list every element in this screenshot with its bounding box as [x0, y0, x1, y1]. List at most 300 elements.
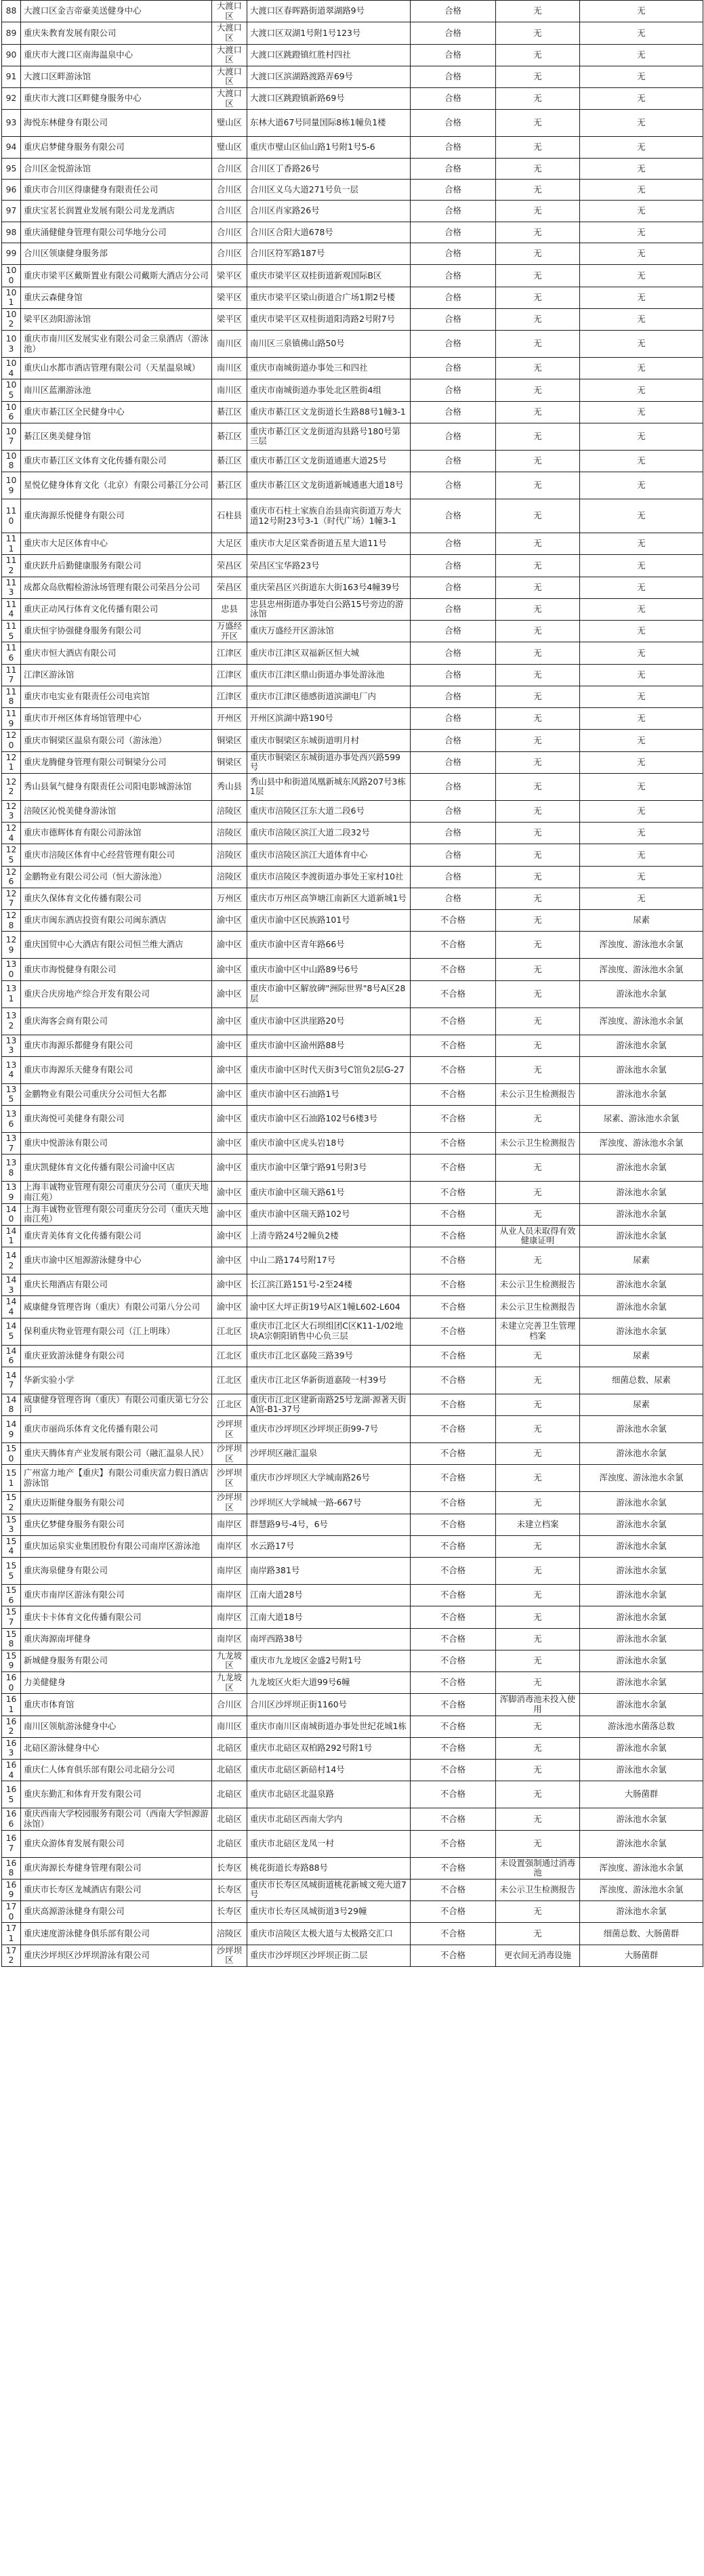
address-cell: 南坪西路38号: [247, 1628, 411, 1650]
row-number-cell: 157: [2, 1606, 21, 1628]
row-number-cell: 137: [2, 1133, 21, 1155]
address-cell: 重庆市江北区嘉陵三路39号: [247, 1345, 411, 1367]
issue-cell: 无: [496, 1737, 580, 1759]
failed-item-cell: 无: [580, 331, 703, 358]
row-number-cell: 168: [2, 1857, 21, 1879]
row-number-cell: 145: [2, 1318, 21, 1345]
result-cell: 合格: [411, 472, 496, 499]
address-cell: 九龙坡区火炬大道99号6幢: [247, 1672, 411, 1694]
table-row: [2, 472, 703, 499]
result-cell: 合格: [411, 222, 496, 243]
result-cell: 合格: [411, 555, 496, 577]
unit-name-cell: 重庆卡卡体育文化传播有限公司: [21, 1606, 212, 1628]
table-row: [2, 1367, 703, 1394]
unit-name-cell: 重庆市大渡口区畔健身服务中心: [21, 88, 212, 110]
address-cell: 重庆市长寿区凤城街道桃花新城文苑大道7号: [247, 1879, 411, 1900]
failed-item-cell: 游泳池水余氯: [580, 1514, 703, 1535]
address-cell: 重庆市铜梁区东城街道办事处西兴路599号: [247, 751, 411, 773]
address-cell: 南川区三泉镇佛山路50号: [247, 331, 411, 358]
result-cell: 合格: [411, 621, 496, 642]
unit-name-cell: 重庆速度游泳健身俱乐部有限公司: [21, 1923, 212, 1945]
address-cell: 重庆市江北区建新南路25号龙湖·源著天街A馆-B1-37号: [247, 1394, 411, 1415]
issue-cell: 无: [496, 423, 580, 450]
address-cell: 重庆市铜梁区东城街道明月村: [247, 730, 411, 751]
result-cell: 合格: [411, 751, 496, 773]
row-number-cell: 92: [2, 88, 21, 110]
result-cell: 不合格: [411, 1808, 496, 1830]
unit-name-cell: 重庆市丽尚乐体育文化传播有限公司: [21, 1416, 212, 1443]
result-cell: 合格: [411, 401, 496, 423]
unit-name-cell: 重庆市海源乐都健身有限公司: [21, 1035, 212, 1056]
address-cell: 重庆万盛经开区游泳馆: [247, 621, 411, 642]
issue-cell: 无: [496, 1394, 580, 1415]
result-cell: 不合格: [411, 1318, 496, 1345]
issue-cell: 无: [496, 1716, 580, 1737]
unit-name-cell: 重庆正动风行体育文化传播有限公司: [21, 598, 212, 620]
table-row: [2, 1035, 703, 1056]
result-cell: 不合格: [411, 1694, 496, 1716]
address-cell: 桃花街道长寿路88号: [247, 1857, 411, 1879]
address-cell: 重庆市沙坪坝区大学城南路26号: [247, 1465, 411, 1492]
failed-item-cell: 无: [580, 137, 703, 159]
issue-cell: 无: [496, 1056, 580, 1083]
failed-item-cell: 无: [580, 533, 703, 555]
district-cell: 合川区: [212, 1694, 247, 1716]
unit-name-cell: 重庆市德辉体育有限公司游泳馆: [21, 823, 212, 844]
unit-name-cell: 重庆合庆房地产综合开发有限公司: [21, 980, 212, 1007]
failed-item-cell: 游泳池水余氯: [580, 1083, 703, 1105]
table-row: [2, 1606, 703, 1628]
issue-cell: 无: [496, 287, 580, 308]
issue-cell: 无: [496, 932, 580, 959]
failed-item-cell: 尿素: [580, 1394, 703, 1415]
district-cell: 石柱县: [212, 499, 247, 533]
table-row: [2, 888, 703, 909]
issue-cell: 无: [496, 1106, 580, 1133]
issue-cell: 无: [496, 450, 580, 472]
result-cell: 不合格: [411, 1182, 496, 1203]
inspection-table-body: [2, 1, 703, 1967]
issue-cell: 无: [496, 1007, 580, 1035]
address-cell: 重庆市北碚区双柏路292号附1号: [247, 1737, 411, 1759]
row-number-cell: 106: [2, 401, 21, 423]
result-cell: 不合格: [411, 1585, 496, 1606]
row-number-cell: 130: [2, 959, 21, 980]
table-row: [2, 555, 703, 577]
row-number-cell: 169: [2, 1879, 21, 1900]
row-number-cell: 146: [2, 1345, 21, 1367]
result-cell: 合格: [411, 708, 496, 730]
result-cell: 合格: [411, 137, 496, 159]
table-row: [2, 243, 703, 265]
table-row: [2, 1465, 703, 1492]
table-row: [2, 137, 703, 159]
result-cell: 合格: [411, 866, 496, 888]
address-cell: 重庆荣昌区兴街道东大街163号4幢39号: [247, 577, 411, 598]
issue-cell: 未公示卫生检测报告: [496, 1274, 580, 1296]
district-cell: 南川区: [212, 331, 247, 358]
row-number-cell: 135: [2, 1083, 21, 1105]
table-row: [2, 401, 703, 423]
result-cell: 不合格: [411, 1558, 496, 1585]
issue-cell: 无: [496, 137, 580, 159]
table-row: [2, 1225, 703, 1247]
result-cell: 不合格: [411, 1628, 496, 1650]
row-number-cell: 98: [2, 222, 21, 243]
address-cell: 合川区义乌大道271号负一层: [247, 180, 411, 201]
issue-cell: 无: [496, 1535, 580, 1557]
issue-cell: 无: [496, 1923, 580, 1945]
district-cell: 江津区: [212, 686, 247, 707]
unit-name-cell: 重庆市南岸区游泳有限公司: [21, 1585, 212, 1606]
table-row: [2, 910, 703, 932]
issue-cell: 无: [496, 1760, 580, 1781]
row-number-cell: 120: [2, 730, 21, 751]
table-row: [2, 1247, 703, 1274]
issue-cell: 无: [496, 66, 580, 87]
issue-cell: 无: [496, 800, 580, 822]
issue-cell: 无: [496, 533, 580, 555]
address-cell: 中山二路174号附17号: [247, 1247, 411, 1274]
unit-name-cell: 北碚区游泳健身中心: [21, 1737, 212, 1759]
failed-item-cell: 游泳池水余氯: [580, 1035, 703, 1056]
row-number-cell: 139: [2, 1182, 21, 1203]
unit-name-cell: 重庆海源乐悦健身有限公司: [21, 499, 212, 533]
unit-name-cell: 重庆海悦可美健身有限公司: [21, 1106, 212, 1133]
address-cell: 秀山县中和街道凤凰新城东风路207号3栋1层: [247, 773, 411, 800]
district-cell: 渝中区: [212, 1106, 247, 1133]
row-number-cell: 99: [2, 243, 21, 265]
unit-name-cell: 重庆跃升后勤健康服务有限公司: [21, 555, 212, 577]
address-cell: 重庆市渝中区渝州路88号: [247, 1035, 411, 1056]
failed-item-cell: 浑浊度、游泳池水余氯: [580, 1879, 703, 1900]
result-cell: 合格: [411, 844, 496, 866]
district-cell: 渝中区: [212, 1133, 247, 1155]
address-cell: 合川区肖家路26号: [247, 201, 411, 222]
failed-item-cell: 游泳池水余氯: [580, 1760, 703, 1781]
row-number-cell: 162: [2, 1716, 21, 1737]
unit-name-cell: 重庆海客会商有限公司: [21, 1007, 212, 1035]
address-cell: 大渡口区双湖1号附1号123号: [247, 22, 411, 44]
table-row: [2, 866, 703, 888]
district-cell: 北碚区: [212, 1737, 247, 1759]
row-number-cell: 90: [2, 44, 21, 66]
district-cell: 忠县: [212, 598, 247, 620]
unit-name-cell: 重庆市恒大酒店有限公司: [21, 642, 212, 664]
unit-name-cell: 重庆国贸中心大酒店有限公司恒兰维大酒店: [21, 932, 212, 959]
issue-cell: 无: [496, 243, 580, 265]
unit-name-cell: 重庆沙坪坝区沙坪坝游泳有限公司: [21, 1945, 212, 1966]
result-cell: 合格: [411, 888, 496, 909]
district-cell: 渝中区: [212, 1203, 247, 1225]
result-cell: 合格: [411, 358, 496, 379]
unit-name-cell: 重庆高源游泳健身有限公司: [21, 1901, 212, 1923]
result-cell: 不合格: [411, 1367, 496, 1394]
district-cell: 渝中区: [212, 1182, 247, 1203]
table-row: [2, 621, 703, 642]
unit-name-cell: 保利重庆物业管理有限公司（江上明珠）: [21, 1318, 212, 1345]
row-number-cell: 167: [2, 1830, 21, 1857]
result-cell: 不合格: [411, 1760, 496, 1781]
issue-cell: 无: [496, 1606, 580, 1628]
district-cell: 渝中区: [212, 910, 247, 932]
table-row: [2, 44, 703, 66]
address-cell: 重庆市渝中区中山路89号6号: [247, 959, 411, 980]
row-number-cell: 141: [2, 1225, 21, 1247]
row-number-cell: 165: [2, 1781, 21, 1808]
table-row: [2, 751, 703, 773]
failed-item-cell: 尿素: [580, 1345, 703, 1367]
row-number-cell: 128: [2, 910, 21, 932]
issue-cell: 无: [496, 1155, 580, 1182]
district-cell: 铜梁区: [212, 751, 247, 773]
issue-cell: 无: [496, 1492, 580, 1514]
result-cell: 不合格: [411, 1106, 496, 1133]
unit-name-cell: 重庆仁人体育俱乐部有限公司北碚分公司: [21, 1760, 212, 1781]
issue-cell: 无: [496, 910, 580, 932]
issue-cell: 未公示卫生检测报告: [496, 1133, 580, 1155]
table-row: [2, 379, 703, 401]
failed-item-cell: 无: [580, 751, 703, 773]
failed-item-cell: 无: [580, 730, 703, 751]
failed-item-cell: 游泳池水余氯: [580, 1672, 703, 1694]
unit-name-cell: 重庆市电实业有限责任公司电宾馆: [21, 686, 212, 707]
issue-cell: 无: [496, 201, 580, 222]
district-cell: 合川区: [212, 222, 247, 243]
result-cell: 不合格: [411, 1296, 496, 1318]
table-row: [2, 22, 703, 44]
row-number-cell: 172: [2, 1945, 21, 1966]
table-row: [2, 1, 703, 22]
address-cell: 重庆市梁平区双桂街道阳湾路2号附7号: [247, 308, 411, 330]
failed-item-cell: 浑浊度、游泳池水余氯: [580, 959, 703, 980]
issue-cell: 无: [496, 1443, 580, 1465]
district-cell: 綦江区: [212, 401, 247, 423]
row-number-cell: 103: [2, 331, 21, 358]
row-number-cell: 91: [2, 66, 21, 87]
table-row: [2, 1106, 703, 1133]
result-cell: 合格: [411, 22, 496, 44]
result-cell: 不合格: [411, 1737, 496, 1759]
row-number-cell: 89: [2, 22, 21, 44]
row-number-cell: 116: [2, 642, 21, 664]
table-row: [2, 800, 703, 822]
result-cell: 不合格: [411, 1945, 496, 1966]
unit-name-cell: 重庆东勤汇和体育开发有限公司: [21, 1781, 212, 1808]
address-cell: 大渡口区滨湖路渡路弄69号: [247, 66, 411, 87]
address-cell: 重庆市渝中区洪崖路20号: [247, 1007, 411, 1035]
address-cell: 重庆市梁平区双桂街道新观国际B区: [247, 265, 411, 287]
table-row: [2, 265, 703, 287]
address-cell: 重庆市渝中区民族路101号: [247, 910, 411, 932]
issue-cell: 无: [496, 401, 580, 423]
row-number-cell: 117: [2, 664, 21, 686]
row-number-cell: 97: [2, 201, 21, 222]
address-cell: 重庆市江北区大石坝组团C区K11-1/02地块A宗朝阳销售中心负三层: [247, 1318, 411, 1345]
result-cell: 不合格: [411, 959, 496, 980]
result-cell: 不合格: [411, 1083, 496, 1105]
failed-item-cell: 无: [580, 1, 703, 22]
result-cell: 不合格: [411, 1225, 496, 1247]
unit-name-cell: 成都众岛欣帽检游泳场管理有限公司荣昌分公司: [21, 577, 212, 598]
row-number-cell: 156: [2, 1585, 21, 1606]
issue-cell: 无: [496, 265, 580, 287]
row-number-cell: 102: [2, 308, 21, 330]
result-cell: 合格: [411, 265, 496, 287]
district-cell: 綦江区: [212, 423, 247, 450]
result-cell: 不合格: [411, 1830, 496, 1857]
row-number-cell: 144: [2, 1296, 21, 1318]
table-row: [2, 1155, 703, 1182]
district-cell: 北碚区: [212, 1830, 247, 1857]
result-cell: 合格: [411, 88, 496, 110]
result-cell: 不合格: [411, 1514, 496, 1535]
row-number-cell: 160: [2, 1672, 21, 1694]
result-cell: 合格: [411, 331, 496, 358]
table-row: [2, 1133, 703, 1155]
failed-item-cell: 游泳池水余氯: [580, 1416, 703, 1443]
table-row: [2, 331, 703, 358]
result-cell: 合格: [411, 686, 496, 707]
row-number-cell: 124: [2, 823, 21, 844]
failed-item-cell: 游泳池水余氯: [580, 1808, 703, 1830]
issue-cell: 无: [496, 555, 580, 577]
failed-item-cell: 游泳池水余氯: [580, 1318, 703, 1345]
failed-item-cell: 无: [580, 642, 703, 664]
address-cell: 水云路17号: [247, 1535, 411, 1557]
result-cell: 合格: [411, 44, 496, 66]
row-number-cell: 88: [2, 1, 21, 22]
row-number-cell: 108: [2, 450, 21, 472]
district-cell: 渝中区: [212, 1296, 247, 1318]
unit-name-cell: 綦江区奥美健身馆: [21, 423, 212, 450]
issue-cell: 无: [496, 823, 580, 844]
district-cell: 綦江区: [212, 450, 247, 472]
row-number-cell: 155: [2, 1558, 21, 1585]
district-cell: 渝中区: [212, 1247, 247, 1274]
issue-cell: 无: [496, 110, 580, 137]
unit-name-cell: 重庆市涪陵区体育中心经营管理有限公司: [21, 844, 212, 866]
unit-name-cell: 星悦亿健身体育文化（北京）有限公司綦江分公司: [21, 472, 212, 499]
result-cell: 不合格: [411, 1443, 496, 1465]
result-cell: 合格: [411, 308, 496, 330]
result-cell: 不合格: [411, 1394, 496, 1415]
failed-item-cell: 游泳池水余氯: [580, 1737, 703, 1759]
row-number-cell: 123: [2, 800, 21, 822]
inspection-table: [1, 0, 703, 1967]
table-row: [2, 1394, 703, 1415]
table-row: [2, 423, 703, 450]
issue-cell: 未公示卫生检测报告: [496, 1879, 580, 1900]
address-cell: 重庆市沙坪坝区沙坪坝正街二层: [247, 1945, 411, 1966]
failed-item-cell: 浑浊度、游泳池水余氯: [580, 1007, 703, 1035]
issue-cell: 无: [496, 888, 580, 909]
district-cell: 江北区: [212, 1345, 247, 1367]
issue-cell: 无: [496, 1182, 580, 1203]
issue-cell: 无: [496, 959, 580, 980]
result-cell: 合格: [411, 642, 496, 664]
result-cell: 合格: [411, 1, 496, 22]
failed-item-cell: 无: [580, 423, 703, 450]
row-number-cell: 153: [2, 1514, 21, 1535]
table-row: [2, 773, 703, 800]
address-cell: 上清寺路24号2幢负2楼: [247, 1225, 411, 1247]
failed-item-cell: 游泳池水余氯: [580, 1628, 703, 1650]
failed-item-cell: 无: [580, 88, 703, 110]
failed-item-cell: 无: [580, 22, 703, 44]
table-row: [2, 1056, 703, 1083]
address-cell: 重庆市北碚区新碚村14号: [247, 1760, 411, 1781]
table-row: [2, 1901, 703, 1923]
row-number-cell: 101: [2, 287, 21, 308]
issue-cell: 无: [496, 686, 580, 707]
issue-cell: 无: [496, 1247, 580, 1274]
issue-cell: 未公示卫生检测报告: [496, 1083, 580, 1105]
failed-item-cell: 无: [580, 888, 703, 909]
issue-cell: 无: [496, 980, 580, 1007]
table-row: [2, 1781, 703, 1808]
table-row: [2, 664, 703, 686]
unit-name-cell: 大渡口区金吉帝豪美送健身中心: [21, 1, 212, 22]
district-cell: 渝中区: [212, 1083, 247, 1105]
district-cell: 南岸区: [212, 1585, 247, 1606]
table-row: [2, 1879, 703, 1900]
district-cell: 江北区: [212, 1318, 247, 1345]
table-row: [2, 1857, 703, 1879]
row-number-cell: 132: [2, 1007, 21, 1035]
row-number-cell: 100: [2, 265, 21, 287]
row-number-cell: 131: [2, 980, 21, 1007]
table-row: [2, 1650, 703, 1671]
result-cell: 不合格: [411, 1672, 496, 1694]
result-cell: 合格: [411, 499, 496, 533]
address-cell: 重庆市北碚区龙凤一村: [247, 1830, 411, 1857]
district-cell: 长寿区: [212, 1857, 247, 1879]
table-row: [2, 222, 703, 243]
result-cell: 合格: [411, 533, 496, 555]
result-cell: 合格: [411, 577, 496, 598]
unit-name-cell: 重庆加运泉实业集团股份有限公司南岸区游泳池: [21, 1535, 212, 1557]
table-row: [2, 598, 703, 620]
district-cell: 南岸区: [212, 1558, 247, 1585]
table-row: [2, 1945, 703, 1966]
table-row: [2, 1585, 703, 1606]
failed-item-cell: 无: [580, 66, 703, 87]
row-number-cell: 158: [2, 1628, 21, 1650]
district-cell: 梁平区: [212, 287, 247, 308]
unit-name-cell: 重庆市綦江区全民健身中心: [21, 401, 212, 423]
issue-cell: 无: [496, 1345, 580, 1367]
failed-item-cell: 无: [580, 222, 703, 243]
address-cell: 忠县忠州街道办事处白公路15号旁边的游泳馆: [247, 598, 411, 620]
address-cell: 重庆市綦江区文龙街道新城通惠大道18号: [247, 472, 411, 499]
failed-item-cell: 游泳池水余氯: [580, 1901, 703, 1923]
row-number-cell: 133: [2, 1035, 21, 1056]
district-cell: 江津区: [212, 664, 247, 686]
district-cell: 合川区: [212, 180, 247, 201]
issue-cell: 更衣间无消毒设施: [496, 1945, 580, 1966]
district-cell: 南岸区: [212, 1535, 247, 1557]
failed-item-cell: 无: [580, 621, 703, 642]
unit-name-cell: 合川区领康健身服务部: [21, 243, 212, 265]
district-cell: 长寿区: [212, 1901, 247, 1923]
unit-name-cell: 新城健身服务有限公司: [21, 1650, 212, 1671]
result-cell: 合格: [411, 423, 496, 450]
table-row: [2, 730, 703, 751]
unit-name-cell: 重庆亚致游泳健身有限公司: [21, 1345, 212, 1367]
result-cell: 不合格: [411, 932, 496, 959]
address-cell: 重庆市涪陵区滨江大道二段32号: [247, 823, 411, 844]
